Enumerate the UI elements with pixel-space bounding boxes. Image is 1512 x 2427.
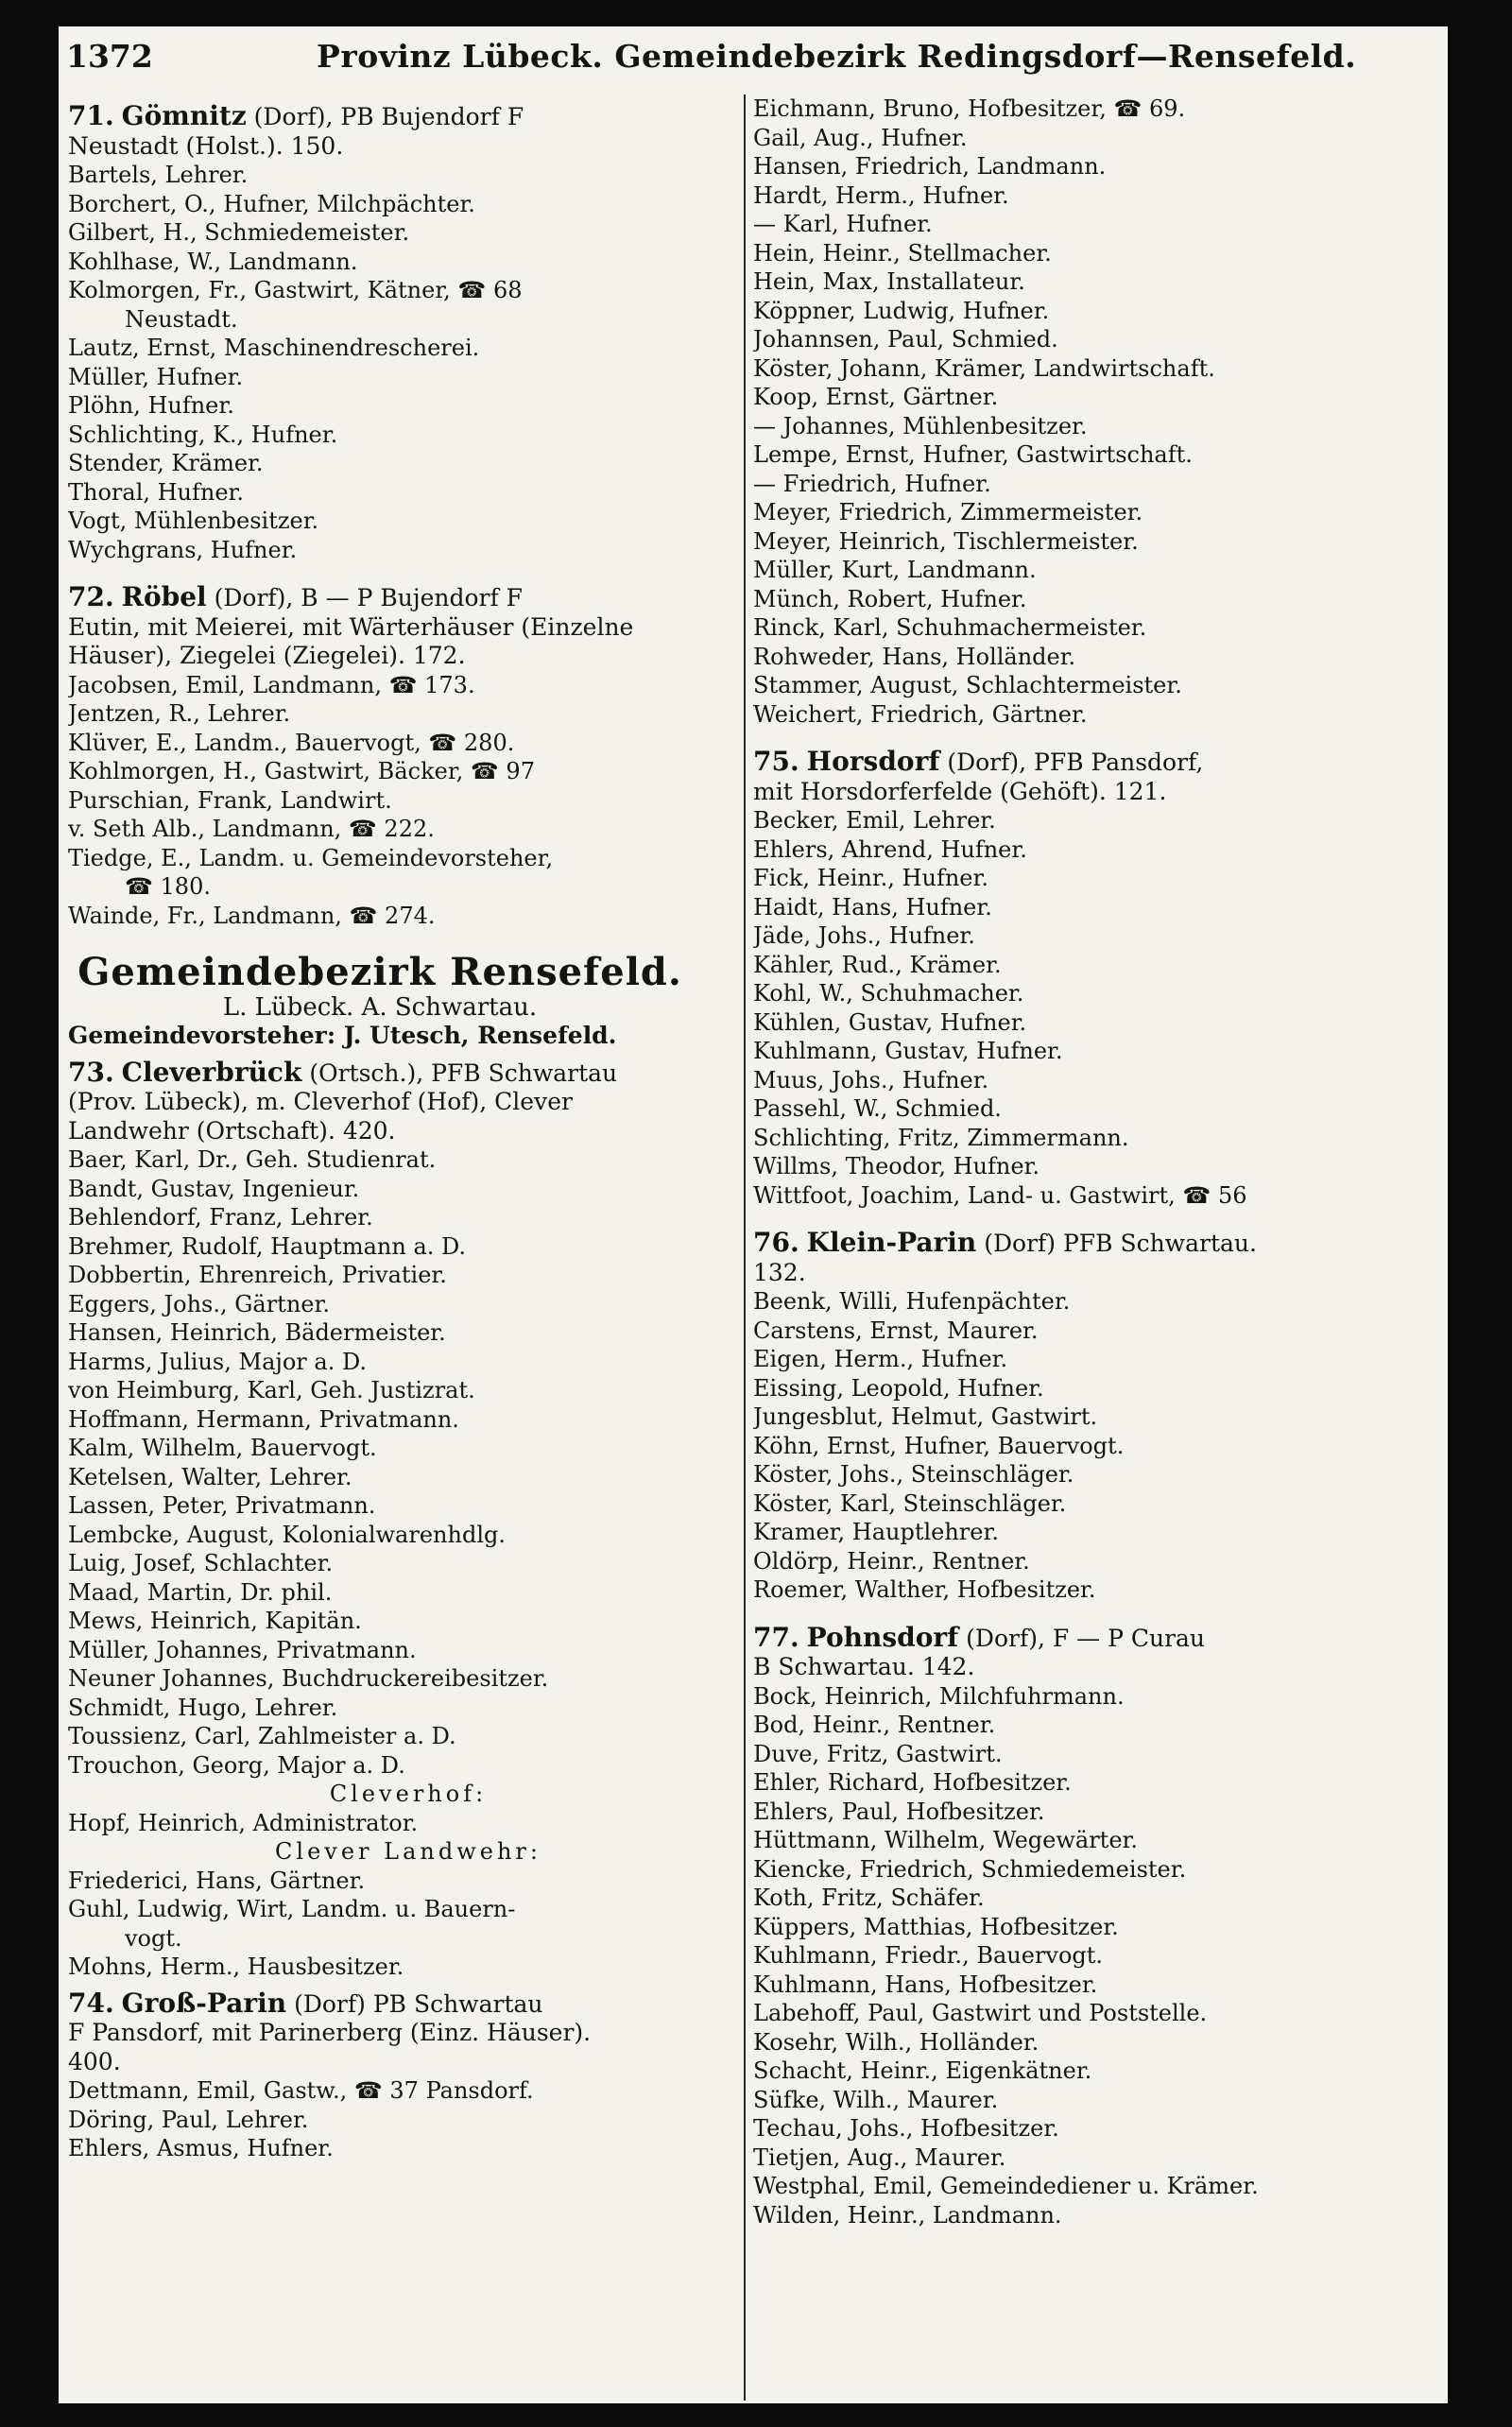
place-details-cont: Eutin, mit Meierei, mit Wärterhäuser (Einzelne bbox=[68, 612, 634, 641]
entry-line: Kramer, Hauptlehrer. bbox=[753, 1519, 999, 1545]
entry-line: Kohlmorgen, H., Gastwirt, Bäcker, ☎ 97 bbox=[68, 758, 535, 784]
place-name: Groß-Parin bbox=[121, 1988, 287, 2019]
entry-line: Tiedge, E., Landm. u. Gemeindevorsteher, bbox=[68, 844, 554, 871]
entry-line: Rinck, Karl, Schuhmachermeister. bbox=[753, 614, 1147, 641]
section-number: 73. bbox=[68, 1058, 114, 1088]
entry-line: Kähler, Rud., Krämer. bbox=[753, 951, 1002, 978]
entry-line: Koop, Ernst, Gärtner. bbox=[753, 384, 999, 410]
place-details: (Dorf), B — P Bujendorf F bbox=[214, 584, 524, 611]
entry-line: Techau, Johs., Hofbesitzer. bbox=[753, 2115, 1059, 2142]
section-74-heading bbox=[68, 1989, 748, 2077]
entry-line: Maad, Martin, Dr. phil. bbox=[68, 1578, 333, 1606]
entry-line: Kuhlmann, Hans, Hofbesitzer. bbox=[753, 1971, 1098, 1998]
subsection-title: Cleverhof: bbox=[329, 1781, 488, 1807]
entry-line: Hüttmann, Wilhelm, Wegewärter. bbox=[753, 1827, 1138, 1853]
entry-line: Harms, Julius, Major a. D. bbox=[68, 1348, 367, 1375]
entry-line: Wainde, Fr., Landmann, ☎ 274. bbox=[68, 902, 436, 929]
entry-line: Oldörp, Heinr., Rentner. bbox=[753, 1547, 1030, 1575]
resident-list bbox=[753, 95, 1438, 729]
entry-line: Kiencke, Friedrich, Schmiedemeister. bbox=[753, 1855, 1187, 1883]
place-details-cont: (Prov. Lübeck), m. Cleverhof (Hof), Clever bbox=[68, 1088, 573, 1115]
entry-line: vogt. bbox=[125, 1924, 182, 1952]
place-details: (Dorf) PFB Schwartau. bbox=[984, 1230, 1257, 1257]
entry-line: Muus, Johs., Hufner. bbox=[753, 1066, 989, 1093]
entry-line: — Johannes, Mühlenbesitzer. bbox=[753, 412, 1088, 439]
place-name: Röbel bbox=[121, 583, 207, 612]
entry-line: Vogt, Mühlenbesitzer. bbox=[68, 508, 319, 534]
section-71-heading bbox=[68, 102, 748, 161]
place-details: (Ortsch.), PFB Schwartau bbox=[309, 1059, 618, 1087]
entry-line: Hansen, Heinrich, Bädermeister. bbox=[68, 1319, 446, 1346]
entry-line: Dettmann, Emil, Gastw., ☎ 37 Pansdorf. bbox=[68, 2077, 534, 2104]
entry-line: Kohlhase, W., Landmann. bbox=[68, 248, 358, 275]
entry-line: — Karl, Hufner. bbox=[753, 211, 933, 237]
place-name: Pohnsdorf bbox=[806, 1623, 959, 1653]
entry-line: Fick, Heinr., Hufner. bbox=[753, 865, 988, 891]
entry-line: Plöhn, Hufner. bbox=[68, 392, 234, 419]
entry-line: Küppers, Matthias, Hofbesitzer. bbox=[753, 1913, 1119, 1940]
place-details-cont: 400. bbox=[68, 2047, 121, 2075]
entry-line: Carstens, Ernst, Maurer. bbox=[753, 1317, 1039, 1344]
entry-line: Müller, Hufner. bbox=[68, 363, 244, 390]
entry-line: Schlichting, Fritz, Zimmermann. bbox=[753, 1124, 1129, 1151]
place-details: (Dorf), F — P Curau bbox=[966, 1624, 1206, 1652]
entry-line: Roemer, Walther, Hofbesitzer. bbox=[753, 1576, 1096, 1603]
directory-page bbox=[59, 26, 1448, 2403]
section-number: 72. bbox=[68, 583, 114, 612]
entry-line: Behlendorf, Franz, Lehrer. bbox=[68, 1204, 373, 1231]
resident-list bbox=[68, 1145, 748, 1780]
left-column bbox=[68, 95, 748, 2163]
resident-list bbox=[68, 161, 748, 564]
place-details-cont: Neustadt (Holst.). 150. bbox=[68, 131, 344, 160]
entry-line: Döring, Paul, Lehrer. bbox=[68, 2106, 309, 2133]
resident-list bbox=[68, 1867, 748, 1982]
entry-line: Eigen, Herm., Hufner. bbox=[753, 1346, 1008, 1372]
entry-line: von Heimburg, Karl, Geh. Justizrat. bbox=[68, 1377, 475, 1403]
entry-line: Willms, Theodor, Hufner. bbox=[753, 1153, 1040, 1179]
entry-line: Beenk, Willi, Hufenpächter. bbox=[753, 1288, 1071, 1315]
entry-line: — Friedrich, Hufner. bbox=[753, 470, 991, 497]
gemeindevorsteher-line: Gemeindevorsteher: J. Utesch, Rensefeld. bbox=[68, 1022, 617, 1049]
entry-line: Lembcke, August, Kolonialwarenhdlg. bbox=[68, 1521, 506, 1548]
entry-line: Gilbert, H., Schmiedemeister. bbox=[68, 219, 410, 246]
entry-line: Ehlers, Asmus, Hufner. bbox=[68, 2135, 334, 2161]
entry-line: Meyer, Heinrich, Tischlermeister. bbox=[753, 527, 1139, 555]
resident-list bbox=[753, 1287, 1438, 1605]
entry-line: Hein, Heinr., Stellmacher. bbox=[753, 239, 1052, 267]
entry-line: Ehler, Richard, Hofbesitzer. bbox=[753, 1769, 1072, 1796]
entry-line: Kalm, Wilhelm, Bauervogt. bbox=[68, 1435, 377, 1461]
entry-line: Jungesblut, Helmut, Gastwirt. bbox=[753, 1403, 1098, 1430]
entry-line: Tietjen, Aug., Maurer. bbox=[753, 2143, 1006, 2171]
place-details-cont: 132. bbox=[753, 1258, 806, 1286]
entry-line: Köster, Johann, Krämer, Landwirtschaft. bbox=[753, 354, 1215, 382]
entry-line: Kohl, W., Schuhmacher. bbox=[753, 980, 1024, 1007]
resident-list bbox=[68, 1809, 748, 1838]
section-number: 77. bbox=[753, 1623, 799, 1653]
entry-line: Westphal, Emil, Gemeindediener u. Krämer. bbox=[753, 2173, 1259, 2199]
entry-line: Baer, Karl, Dr., Geh. Studienrat. bbox=[68, 1146, 437, 1173]
entry-line: Wittfoot, Joachim, Land- u. Gastwirt, ☎ 56 bbox=[753, 1181, 1247, 1209]
entry-line: Bod, Heinr., Rentner. bbox=[753, 1712, 996, 1738]
section-73-heading bbox=[68, 1059, 748, 1146]
entry-line: Passehl, W., Schmied. bbox=[753, 1095, 1002, 1122]
entry-line: Eichmann, Bruno, Hofbesitzer, ☎ 69. bbox=[753, 95, 1186, 122]
place-name: Horsdorf bbox=[806, 748, 940, 777]
right-column bbox=[753, 95, 1438, 2229]
entry-line: Jäde, Johs., Hufner. bbox=[753, 922, 975, 949]
section-75-heading bbox=[753, 748, 1438, 806]
section-number: 76. bbox=[753, 1229, 799, 1258]
entry-line: Brehmer, Rudolf, Hauptmann a. D. bbox=[68, 1232, 467, 1260]
section-number: 75. bbox=[753, 748, 799, 777]
place-details-cont: Landwehr (Ortschaft). 420. bbox=[68, 1116, 396, 1145]
entry-line: Jentzen, R., Lehrer. bbox=[68, 700, 291, 727]
entry-line: Eggers, Johs., Gärtner. bbox=[68, 1290, 330, 1317]
section-77-heading bbox=[753, 1624, 1438, 1682]
place-details: (Dorf) PB Schwartau bbox=[294, 1989, 543, 2018]
entry-line: Thoral, Hufner. bbox=[68, 478, 245, 506]
entry-line: Luig, Josef, Schlachter. bbox=[68, 1550, 334, 1576]
entry-line: Koth, Fritz, Schäfer. bbox=[753, 1885, 985, 1911]
entry-line: Purschian, Frank, Landwirt. bbox=[68, 786, 392, 814]
entry-line: Rohweder, Hans, Holländer. bbox=[753, 643, 1076, 670]
entry-line: Ehlers, Ahrend, Hufner. bbox=[753, 835, 1027, 863]
entry-line: Bartels, Lehrer. bbox=[68, 162, 249, 188]
place-details: (Dorf), PB Bujendorf F bbox=[253, 103, 524, 130]
entry-line: Süfke, Wilh., Maurer. bbox=[753, 2086, 999, 2113]
resident-list bbox=[753, 806, 1438, 1210]
entry-line: Duve, Fritz, Gastwirt. bbox=[753, 1740, 1003, 1767]
entry-line: Labehoff, Paul, Gastwirt und Poststelle. bbox=[753, 2000, 1208, 2026]
entry-line: Köster, Johs., Steinschläger. bbox=[753, 1461, 1074, 1488]
entry-line: Neustadt. bbox=[125, 305, 238, 333]
entry-line: Friederici, Hans, Gärtner. bbox=[68, 1867, 366, 1894]
entry-line: Kuhlmann, Friedr., Bauervogt. bbox=[753, 1942, 1104, 1969]
place-details-cont: B Schwartau. 142. bbox=[753, 1653, 975, 1680]
resident-list bbox=[68, 671, 748, 931]
entry-line: Hopf, Heinrich, Administrator. bbox=[68, 1809, 419, 1836]
resident-list bbox=[68, 2076, 748, 2163]
entry-line: Mohns, Herm., Hausbesitzer. bbox=[68, 1954, 404, 1980]
entry-line: Borchert, O., Hufner, Milchpächter. bbox=[68, 190, 475, 217]
entry-line: Schlichting, K., Hufner. bbox=[68, 421, 338, 448]
entry-line: Kuhlmann, Gustav, Hufner. bbox=[753, 1038, 1063, 1064]
entry-line: Toussienz, Carl, Zahlmeister a. D. bbox=[68, 1723, 456, 1749]
running-title: Provinz Lübeck. Gemeindebezirk Redingsdorf—Rensefeld. bbox=[317, 38, 1357, 75]
place-name: Klein-Parin bbox=[806, 1229, 977, 1258]
entry-line: Neuner Johannes, Buchdruckereibesitzer. bbox=[68, 1665, 549, 1692]
section-number: 71. bbox=[68, 102, 114, 131]
entry-line: Kolmorgen, Fr., Gastwirt, Kätner, ☎ 68 bbox=[68, 277, 523, 303]
page-header bbox=[66, 38, 1370, 85]
entry-line: Eissing, Leopold, Hufner. bbox=[753, 1374, 1044, 1402]
entry-line: Becker, Emil, Lehrer. bbox=[753, 807, 996, 834]
place-name: Gömnitz bbox=[121, 102, 247, 131]
entry-line: Kühlen, Gustav, Hufner. bbox=[753, 1008, 1027, 1036]
entry-line: Jacobsen, Emil, Landmann, ☎ 173. bbox=[68, 671, 475, 698]
section-72-heading bbox=[68, 583, 748, 671]
entry-line: Stammer, August, Schlachtermeister. bbox=[753, 672, 1182, 698]
resident-list bbox=[753, 1682, 1438, 2230]
entry-line: Stender, Krämer. bbox=[68, 450, 264, 476]
entry-line: Schmidt, Hugo, Lehrer. bbox=[68, 1694, 338, 1721]
entry-line: Kosehr, Wilh., Holländer. bbox=[753, 2028, 1040, 2056]
entry-line: Ehlers, Paul, Hofbesitzer. bbox=[753, 1798, 1045, 1825]
entry-line: Hein, Max, Installateur. bbox=[753, 268, 1025, 295]
entry-line: Wilden, Heinr., Landmann. bbox=[753, 2201, 1062, 2229]
place-details-cont: F Pansdorf, mit Parinerberg (Einz. Häuser). bbox=[68, 2019, 592, 2046]
entry-line: Trouchon, Georg, Major a. D. bbox=[68, 1751, 405, 1779]
place-details-cont: Häuser), Ziegelei (Ziegelei). 172. bbox=[68, 642, 466, 669]
entry-line: Haidt, Hans, Hufner. bbox=[753, 893, 992, 921]
entry-line: Dobbertin, Ehrenreich, Privatier. bbox=[68, 1262, 447, 1288]
subsection-title: Clever Landwehr: bbox=[275, 1838, 541, 1865]
entry-line: Bock, Heinrich, Milchfuhrmann. bbox=[753, 1682, 1125, 1710]
section-76-heading bbox=[753, 1229, 1438, 1287]
page-number: 1372 bbox=[66, 38, 153, 75]
section-number: 74. bbox=[68, 1988, 114, 2019]
entry-line: Lempe, Ernst, Hufner, Gastwirtschaft. bbox=[753, 441, 1193, 468]
place-name: Cleverbrück bbox=[121, 1058, 302, 1088]
entry-line: Gail, Aug., Hufner. bbox=[753, 124, 968, 151]
entry-line: v. Seth Alb., Landmann, ☎ 222. bbox=[68, 816, 435, 842]
entry-line: Mews, Heinrich, Kapitän. bbox=[68, 1608, 362, 1634]
entry-line: Ketelsen, Walter, Lehrer. bbox=[68, 1463, 352, 1490]
entry-line: Meyer, Friedrich, Zimmermeister. bbox=[753, 499, 1143, 525]
entry-line: Schacht, Heinr., Eigenkätner. bbox=[753, 2057, 1092, 2084]
bezirk-subheading: L. Lübeck. A. Schwartau. bbox=[222, 992, 538, 1022]
entry-line: Bandt, Gustav, Ingenieur. bbox=[68, 1175, 360, 1202]
place-details: (Dorf), PFB Pansdorf, bbox=[947, 749, 1204, 776]
entry-line: Guhl, Ludwig, Wirt, Landm. u. Bauern- bbox=[68, 1896, 516, 1922]
place-details-cont: mit Horsdorferfelde (Gehöft). 121. bbox=[753, 777, 1167, 805]
entry-line: ☎ 180. bbox=[125, 873, 211, 900]
entry-line: Müller, Kurt, Landmann. bbox=[753, 557, 1037, 583]
entry-line: Hansen, Friedrich, Landmann. bbox=[753, 153, 1107, 180]
entry-line: Hardt, Herm., Hufner. bbox=[753, 181, 1009, 209]
entry-line: Köppner, Ludwig, Hufner. bbox=[753, 297, 1050, 324]
entry-line: Klüver, E., Landm., Bauervogt, ☎ 280. bbox=[68, 729, 515, 756]
entry-line: Müller, Johannes, Privatmann. bbox=[68, 1636, 417, 1663]
entry-line: Köster, Karl, Steinschläger. bbox=[753, 1489, 1067, 1517]
entry-line: Münch, Robert, Hufner. bbox=[753, 585, 1027, 612]
entry-line: Lautz, Ernst, Maschinendrescherei. bbox=[68, 335, 480, 361]
entry-line: Hoffmann, Hermann, Privatmann. bbox=[68, 1405, 459, 1433]
entry-line: Johannsen, Paul, Schmied. bbox=[753, 326, 1058, 353]
entry-line: Wychgrans, Hufner. bbox=[68, 536, 298, 563]
entry-line: Weichert, Friedrich, Gärtner. bbox=[753, 700, 1088, 728]
entry-line: Lassen, Peter, Privatmann. bbox=[68, 1492, 376, 1519]
bezirk-heading: Gemeindebezirk Rensefeld. bbox=[77, 950, 682, 994]
entry-line: Köhn, Ernst, Hufner, Bauervogt. bbox=[753, 1432, 1125, 1459]
